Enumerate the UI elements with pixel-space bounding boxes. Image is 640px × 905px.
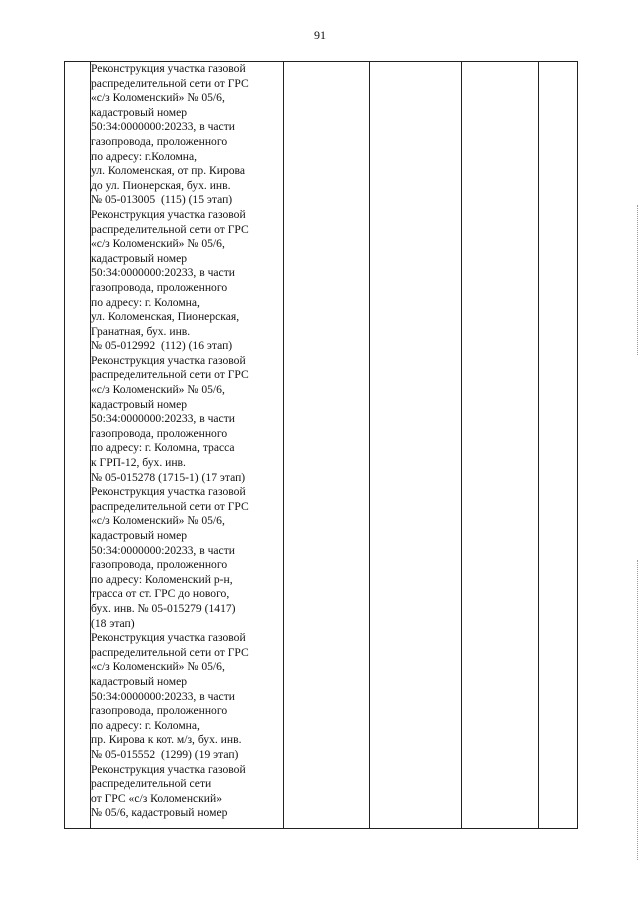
empty-cell: [539, 62, 578, 829]
list-item: Реконструкция участка газовой распределительной сети от ГРС «с/з Коломенский» № 05/6, кадастровый номер 50:34:0000000:20233, в части газопровода, проложенного по адресу: г. Коломна, трасса к ГРП-12, бух. инв. № 05-015278 (1715-1) (17 этап): [91, 353, 249, 484]
list-item: Реконструкция участка газовой распределительной сети от ГРС «с/з Коломенский» № 05/6, кадастровый номер 50:34:0000000:20233, в части газопровода, проложенного по адресу: г.Коломна, ул. Коломенская, от пр. Кирова до ул. Пионерская, бух. инв. № 05-013005 (115) (15 этап): [91, 62, 249, 207]
empty-cell: [462, 62, 539, 829]
list-item: Реконструкция участка газовой распределительной сети от ГРС «с/з Коломенский» № 05/6, кадастровый номер: [91, 762, 246, 820]
page-number: 91: [314, 28, 326, 42]
document-table: [64, 61, 578, 829]
empty-cell: [284, 62, 370, 829]
list-item: Реконструкция участка газовой распределительной сети от ГРС «с/з Коломенский» № 05/6, кадастровый номер 50:34:0000000:20233, в части газопровода, проложенного по адресу: г. Коломна, ул. Коломенская, Пионерская, Гранатная, бух. инв. № 05-012992 (112) (16 этап): [91, 207, 249, 353]
list-item: Реконструкция участка газовой распределительной сети от ГРС «с/з Коломенский» № 05/6, кадастровый номер 50:34:0000000:20233, в части газопровода, проложенного по адресу: Коломенский р-н, трасса от ст. ГРС до нового, бух. инв. № 05-015279 (1417) (18 этап): [91, 485, 249, 630]
row-number-cell: [65, 62, 91, 829]
empty-cell: [370, 62, 462, 829]
scan-margin-mark: [637, 560, 638, 860]
scan-margin-mark: [637, 205, 638, 355]
list-item: Реконструкция участка газовой распределительной сети от ГРС «с/з Коломенский» № 05/6, кадастровый номер 50:34:0000000:20233, в части газопровода, проложенного по адресу: г. Коломна, пр. Кирова к кот. м/з, бух. инв. № 05-015552 (1299) (19 этап): [91, 631, 249, 761]
description-cell: [91, 62, 284, 829]
table-row: [65, 62, 578, 829]
